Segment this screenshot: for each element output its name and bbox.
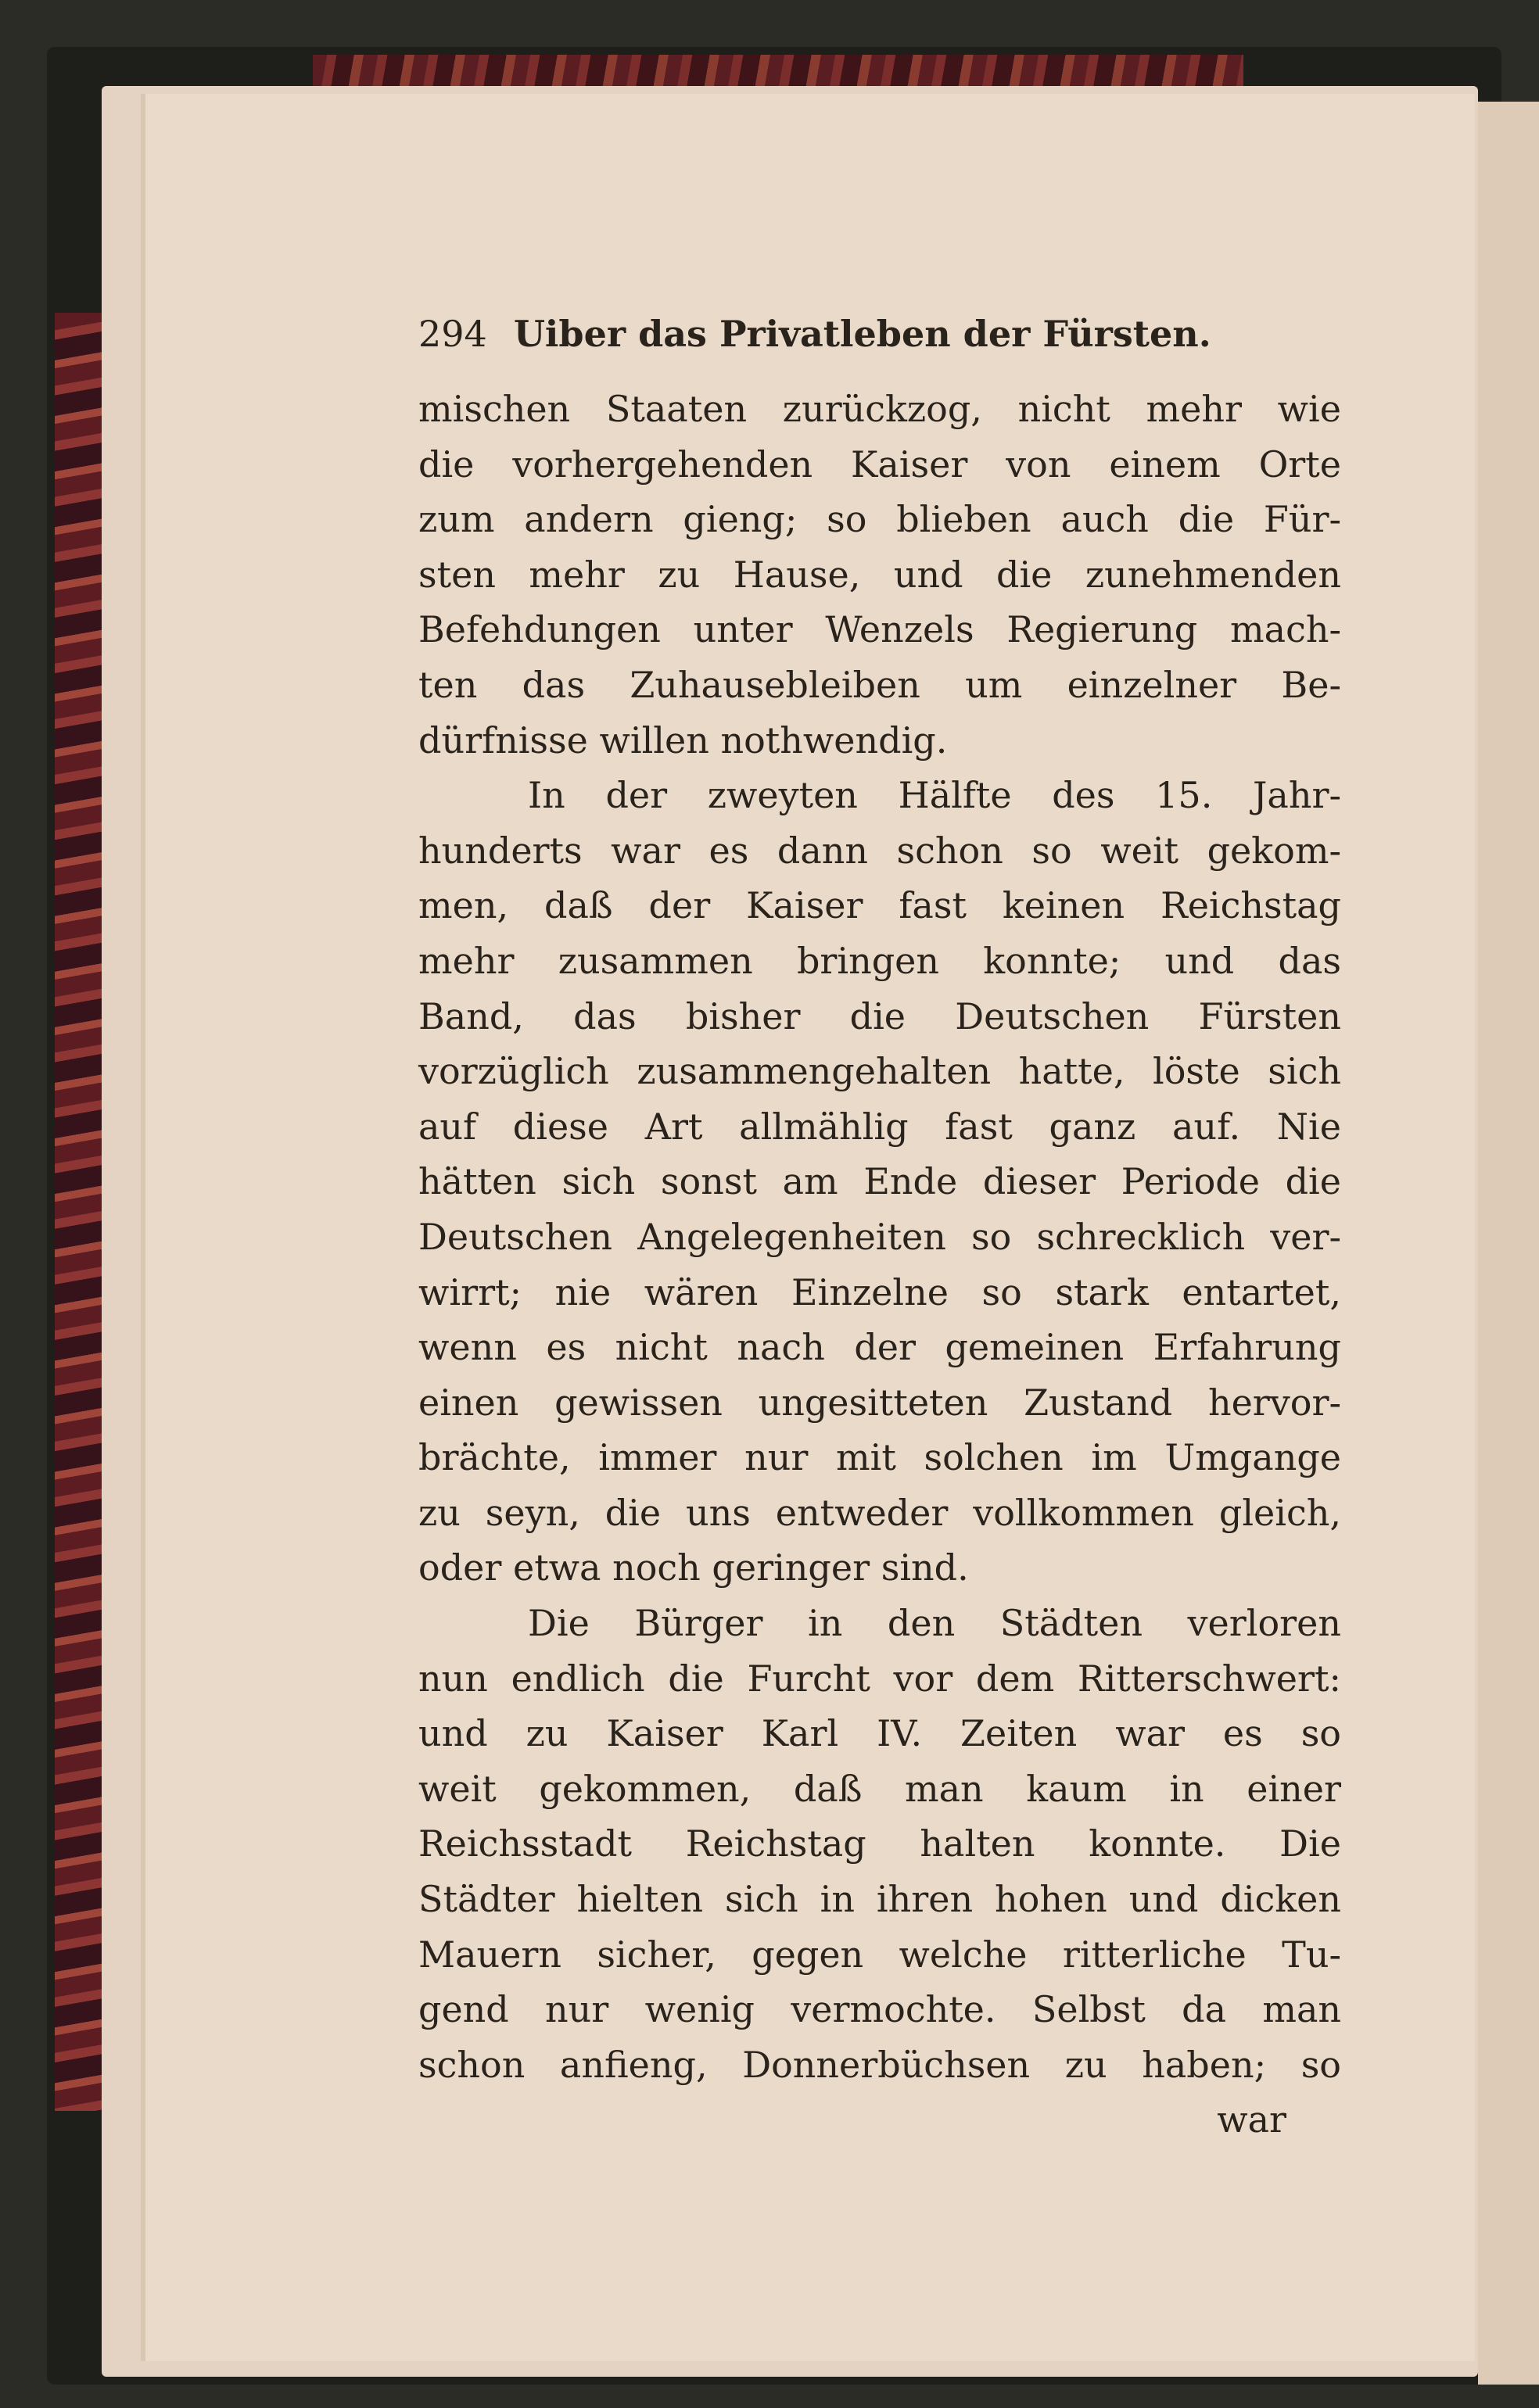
catchword: war <box>1217 2098 1286 2141</box>
paragraph-start-line: Die Bürger in den Städten verloren <box>528 1602 1341 1645</box>
text-line: die vorhergehenden Kaiser von einem Orte <box>418 443 1341 486</box>
text-line: Deutschen Angelegenheiten so schrecklich ver- <box>418 1215 1341 1258</box>
page-number: 294 <box>418 313 487 355</box>
page-header <box>418 313 1341 375</box>
text-line: einen gewissen ungesitteten Zustand hervor- <box>418 1381 1341 1424</box>
text-line: schon anfieng, Donnerbüchsen zu haben; so <box>418 2043 1341 2086</box>
text-line: wenn es nicht nach der gemeinen Erfahrung <box>418 1326 1341 1369</box>
text-line: zum andern gieng; so blieben auch die Für- <box>418 498 1341 541</box>
text-line: Befehdungen unter Wenzels Regierung mach- <box>418 608 1341 651</box>
facing-page-edge <box>1478 102 1539 2385</box>
text-line: weit gekommen, daß man kaum in einer <box>418 1767 1341 1810</box>
text-line: zu seyn, die uns entweder vollkommen gleich, <box>418 1491 1341 1534</box>
text-line: oder etwa noch geringer sind. <box>418 1546 969 1589</box>
text-line: auf diese Art allmählig fast ganz auf. Nie <box>418 1105 1341 1148</box>
text-line: nun endlich die Furcht vor dem Ritterschwert: <box>418 1657 1341 1700</box>
text-line: Band, das bisher die Deutschen Fürsten <box>418 994 1341 1037</box>
text-line: vorzüglich zusammengehalten hatte, löste sich <box>418 1050 1341 1093</box>
text-line: Städter hielten sich in ihren hohen und dicken <box>418 1878 1341 1921</box>
text-line: hätten sich sonst am Ende dieser Periode die <box>418 1160 1341 1203</box>
text-line: gend nur wenig vermochte. Selbst da man <box>418 1988 1341 2031</box>
text-line: mischen Staaten zurückzog, nicht mehr wie <box>418 388 1341 430</box>
text-line: ten das Zuhausebleiben um einzelner Be- <box>418 663 1341 706</box>
text-line: Reichsstadt Reichstag halten konnte. Die <box>418 1822 1341 1865</box>
text-line: Mauern sicher, gegen welche ritterliche Tu- <box>418 1933 1341 1976</box>
text-line: mehr zusammen bringen konnte; und das <box>418 939 1341 982</box>
text-line: wirrt; nie wären Einzelne so stark entartet, <box>418 1270 1341 1313</box>
page-text <box>418 313 1341 2147</box>
running-title: Uiber das Privatleben der Fürsten. <box>513 313 1211 355</box>
text-line: hunderts war es dann schon so weit gekom- <box>418 829 1341 872</box>
text-line: men, daß der Kaiser fast keinen Reichstag <box>418 884 1341 927</box>
text-line: brächte, immer nur mit solchen im Umgange <box>418 1436 1341 1479</box>
text-line: dürfnisse willen nothwendig. <box>418 718 948 761</box>
text-line: und zu Kaiser Karl IV. Zeiten war es so <box>418 1712 1341 1755</box>
paragraph-start-line: In der zweyten Hälfte des 15. Jahr- <box>528 774 1341 817</box>
text-line: sten mehr zu Hause, und die zunehmenden <box>418 553 1341 596</box>
